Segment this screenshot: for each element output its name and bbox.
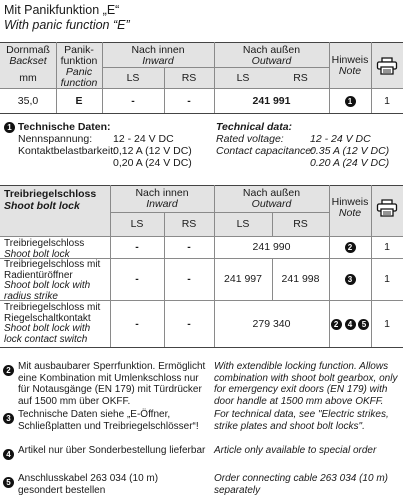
techdata-de-value: 12 - 24 V DC	[113, 133, 174, 145]
row-label: Riegelschaltkontakt	[4, 312, 91, 324]
note-header: Hinweis	[331, 54, 369, 66]
outward-value: 241 990	[252, 241, 291, 253]
footnote-de	[18, 409, 199, 432]
techdata-de-value: 0,20 A (24 V DC)	[113, 157, 192, 169]
divider	[0, 236, 403, 237]
inward-ls-header: LS	[126, 72, 140, 84]
footnote-marker: 2	[3, 362, 14, 380]
techdata-en-title: Technical data:	[216, 121, 293, 133]
quantity-value: 1	[384, 318, 390, 330]
inward-header-en: Inward	[146, 198, 178, 210]
page-title: Mit Panikfunktion „E“	[4, 3, 120, 17]
note-marker: 2	[331, 319, 342, 330]
inward-rs-value: -	[187, 318, 191, 330]
divider	[0, 347, 403, 348]
panic-header-2: funktion	[60, 55, 98, 67]
quantity-value: 1	[384, 241, 390, 253]
divider	[110, 212, 329, 213]
footnote-line: With extendible locking function. Allows	[214, 361, 389, 372]
inward-header: Nach innen	[135, 187, 189, 199]
footnote-de	[18, 473, 158, 496]
table-row	[4, 303, 100, 345]
outward-header: Nach außen	[242, 187, 301, 199]
inward-ls-value: -	[135, 318, 139, 330]
footnote-line: Technische Daten siehe „E-Öffner,	[18, 409, 171, 420]
inward-ls-value: -	[135, 273, 139, 285]
note-cell	[329, 95, 371, 107]
inward-ls-value: -	[131, 95, 135, 107]
backset-header-en: Backset	[9, 55, 47, 67]
note-header-en: Note	[338, 207, 362, 219]
techdata-en-value: 0.35 A (12 V DC)	[310, 145, 390, 157]
note-marker: 2	[345, 242, 356, 253]
outward-header-en: Outward	[251, 198, 292, 210]
techdata-de-label: Kontaktbelastbarkeit:	[18, 145, 117, 157]
panic-header-en-2: function	[60, 77, 98, 89]
footnote-line: Order connecting cable 263 034 (10 m)	[214, 473, 388, 484]
row-label: Treibriegelschloss mit	[4, 259, 101, 270]
page-subtitle: With panic function “E”	[4, 18, 130, 32]
quantity-value: 1	[384, 95, 390, 107]
footnote-line: auf 1500 mm über OKFF.	[18, 395, 131, 407]
panic-header-en: Panic	[65, 66, 93, 78]
outward-value: 279 340	[252, 318, 291, 330]
footnote-en	[214, 361, 397, 407]
inward-header: Nach innen	[131, 44, 185, 56]
table-2-title-en: Shoot bolt lock	[4, 200, 80, 212]
row-label-en: Shoot bolt lock with	[4, 280, 91, 291]
outward-ls-header: LS	[236, 218, 250, 230]
footnote-line: Anschlusskabel 263 034 (10 m)	[18, 473, 159, 484]
footnote-marker: 4	[3, 446, 14, 464]
outward-rs-header: RS	[293, 72, 308, 84]
divider	[102, 67, 329, 68]
footnote-line: Article only available to special order	[214, 445, 377, 456]
outward-ls-header: LS	[236, 72, 250, 84]
footnote-line: strike plates and shoot bolt locks".	[214, 420, 365, 432]
note-cell	[329, 241, 371, 253]
note-header-en: Note	[338, 65, 362, 77]
backset-value: 35,0	[17, 95, 39, 107]
inward-rs-header: RS	[181, 72, 197, 84]
techdata-en-label: Contact capacitance:	[216, 145, 315, 157]
inward-ls-value: -	[135, 241, 139, 253]
panic-header: Panik-	[64, 44, 94, 56]
table-row	[4, 239, 84, 260]
row-label-en: lock contact switch	[4, 333, 88, 345]
note-cell	[329, 273, 371, 285]
footnote-line: for emergency exit doors (EN 179) with	[214, 384, 388, 395]
footnote-line: combination with shoot bolt gearbox, only	[214, 372, 398, 384]
divider	[0, 113, 403, 114]
inward-header-en: Inward	[142, 55, 174, 67]
row-label: Treibriegelschloss mit	[4, 302, 101, 313]
footnote-marker: 3	[3, 410, 14, 428]
footnote-en	[214, 409, 389, 432]
footnote-line: Schließplatten und Treibriegelschlösser“!	[18, 420, 199, 432]
inward-rs-value: -	[187, 241, 191, 253]
footnote-line: For technical data, see "Electric strikes,	[214, 409, 389, 420]
footnote-marker: 5	[3, 474, 14, 492]
outward-header-en: Outward	[251, 55, 292, 67]
outward-rs-header: RS	[293, 218, 308, 230]
inward-rs-value: -	[187, 273, 191, 285]
footnote-de	[18, 445, 205, 457]
printer-icon	[376, 57, 398, 75]
techdata-de-title: Technische Daten:	[17, 121, 111, 133]
footnote-line: Mit ausbaubarer Sperrfunktion. Ermöglicht	[18, 361, 206, 372]
note-marker: 4	[345, 319, 356, 330]
note-marker: 1	[345, 96, 356, 107]
note-header: Hinweis	[331, 196, 369, 208]
table-2-title: Treibriegelschloss	[4, 188, 97, 200]
techdata-de-label: Nennspannung:	[18, 133, 93, 145]
techdata-en-value: 12 - 24 V DC	[310, 133, 371, 145]
outward-ls-value: 241 997	[224, 273, 262, 285]
footnote-de	[18, 361, 205, 407]
row-label-en: radius strike	[4, 290, 58, 302]
inward-ls-header: LS	[130, 218, 144, 230]
inward-rs-value: -	[187, 95, 191, 107]
note-marker: 5	[358, 319, 369, 330]
techdata-en-value: 0.20 A (24 V DC)	[310, 157, 390, 169]
divider	[0, 42, 403, 43]
printer-icon	[376, 199, 398, 217]
techdata-de-value: 0,12 A (12 V DC)	[113, 145, 192, 157]
panic-value: E	[75, 95, 83, 107]
backset-unit: mm	[19, 72, 37, 84]
row-label-en: Shoot bolt lock	[4, 248, 70, 260]
backset-header: Dornmaß	[6, 44, 50, 56]
inward-rs-header: RS	[181, 218, 197, 230]
quantity-value: 1	[384, 273, 390, 285]
techdata-marker: 1	[4, 122, 15, 133]
note-cell	[329, 318, 371, 330]
table-row	[4, 260, 100, 302]
outward-header: Nach außen	[242, 44, 301, 56]
footnote-en	[214, 473, 388, 496]
techdata-de	[4, 121, 111, 133]
footnote-line: separately	[214, 484, 261, 496]
footnote-en	[214, 445, 376, 457]
outward-value: 241 991	[252, 95, 291, 107]
row-label: Radientüröffner	[4, 269, 73, 281]
row-label: Treibriegelschloss	[4, 238, 85, 249]
footnote-line: eine Kombination mit Umlenkschloss nur	[18, 372, 199, 384]
footnote-line: gesondert bestellen	[18, 484, 106, 496]
note-marker: 3	[345, 274, 356, 285]
footnote-line: für Notausgänge (EN 179) mit Türdrücker	[18, 384, 202, 395]
row-label-en: Shoot bolt lock with	[4, 323, 91, 334]
divider	[0, 185, 403, 186]
footnote-line: door handle at 1500 mm above OKFF.	[214, 395, 384, 407]
outward-rs-value: 241 998	[281, 273, 320, 285]
footnote-line: Artikel nur über Sonderbestellung lieferbar	[18, 445, 206, 456]
techdata-en-label: Rated voltage:	[216, 133, 284, 145]
